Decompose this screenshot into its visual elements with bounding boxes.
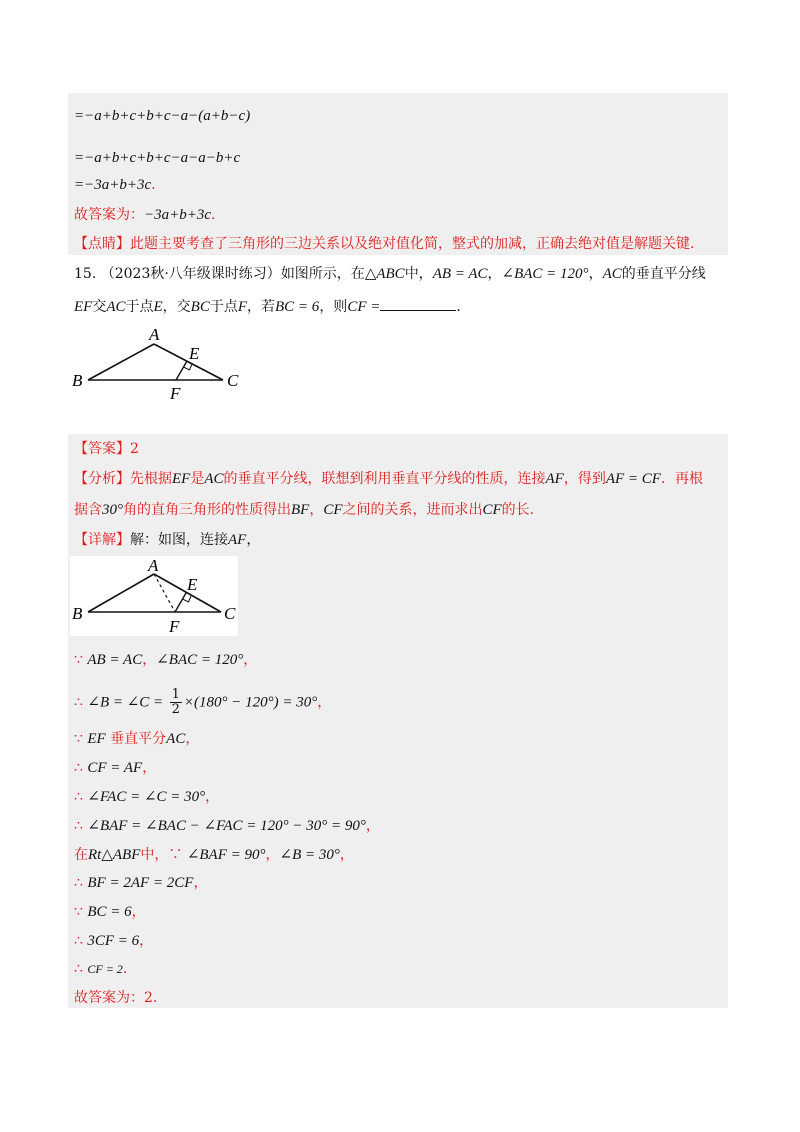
step-9 [74,902,146,922]
analysis-text: 之间的关系，进而求出 [342,502,483,518]
problem-line-1 [74,264,706,284]
step-text: 在 [74,847,88,863]
step-7 [74,845,354,865]
point-f: F [237,299,248,315]
condition-bc: BC = 6 [275,299,320,315]
analysis-text: ， [309,502,324,518]
final-answer-prefix: 故答案为： [74,990,144,1006]
answer-line [74,439,139,459]
separator: ， [487,266,502,282]
segment-ac: AC [602,266,622,282]
prev-step-2: =−a+b+c+b+c−a−a−b+c [74,150,241,166]
analysis-text: 的长. [501,502,535,518]
analysis-line-1 [74,469,703,489]
step-expr: AB = AC [87,652,143,668]
step-expr: ∠BAC = 120° [156,652,244,668]
problem-text: ，则 [319,299,348,315]
step-expr: EF [87,731,106,747]
comment-tag: 【点睛】 [74,236,130,252]
segment-cf: CF [482,502,502,518]
separator: ， [317,694,332,711]
solution-figure [70,556,238,636]
separator: ， [139,933,154,949]
step-8 [74,873,207,893]
final-answer-value: 2. [144,990,158,1006]
step-expr: BF = 2AF = 2CF [87,875,194,891]
angle-30: 30° [102,502,123,518]
because-symbol: ∵ [74,652,83,668]
label-e: E [189,344,200,363]
step-expr: CF = 2 [87,962,123,976]
perpendicular-ef [175,593,186,612]
answer-blank[interactable] [380,296,456,311]
prev-step-1: =−a+b+c+b+c−a−(a+b−c) [74,108,251,124]
step-10 [74,931,153,951]
step-expr: ∠BAF = 90° [186,847,266,863]
segment-bc: BC [190,299,210,315]
step-expr: ∠FAC = ∠C = 30° [87,789,206,805]
fraction-denominator: 2 [171,702,180,717]
prev-step-3 [74,175,156,195]
detail-line [74,530,260,550]
fraction-numerator: 1 [171,687,180,702]
prev-comment [74,234,694,254]
prev-answer [74,205,215,225]
therefore-symbol: ∴ [74,760,83,776]
step-expr: AC [166,731,186,747]
step-expr: Rt△ABF [88,847,141,863]
fraction-half [170,688,182,717]
segment-cf: CF [323,502,343,518]
problem-end: . [456,299,461,315]
step-expr: ×(180° − 120°) = 30° [183,694,318,711]
because-symbol: ∵ [74,904,83,920]
prev-answer-prefix: 故答案为： [74,207,144,223]
separator: ， [142,652,157,668]
comment-text: 此题主要考查了三角形的三边关系以及绝对值化简，整式的加减，正确去绝对值是解题关键. [130,236,695,252]
problem-text: 如图所示，在 [280,266,365,282]
segment-ac: AC [106,299,126,315]
therefore-symbol: ∴ [74,933,83,949]
label-a: A [149,325,160,344]
separator: ， [131,904,146,920]
separator: . [122,961,128,977]
step-3 [74,729,199,749]
prev-step-3-end: . [151,177,156,193]
prev-step-3-expr: =−3a+b+3c [74,177,152,193]
analysis-text: 先根据 [130,471,172,487]
analysis-line-2 [74,500,534,520]
problem-source: （2023秋·八年级课时练习） [100,266,281,282]
analysis-tag: 【分析】 [74,471,130,487]
problem-figure [70,322,250,404]
point-e: E [153,299,163,315]
step-expr: BC = 6 [87,904,132,920]
separator: ， [142,760,157,776]
separator: ， [243,652,258,668]
condition-angle-bac: ∠BAC = 120° [501,266,589,282]
analysis-text: 是 [190,471,205,487]
question-cf: CF = [347,299,381,315]
label-c: C [227,371,239,390]
problem-number: 15. [74,266,97,282]
analysis-text: 据含 [74,502,102,518]
relation-af-cf: AF = CF [605,471,661,487]
separator: ， [205,789,220,805]
detail-text: ， [246,532,261,548]
separator: ， [185,731,200,747]
answer-tag: 【答案】 [74,441,130,457]
problem-line-2 [74,296,461,317]
answer-value: 2 [130,441,139,457]
segment-ef: EF [74,299,93,315]
step-2 [74,688,331,717]
label-c: C [224,604,236,623]
prev-answer-end: . [211,207,216,223]
separator: ， [365,818,380,834]
label-e: E [187,575,198,594]
separator: ， [193,875,208,891]
detail-text: 解：如图，连接 [130,532,228,548]
step-4 [74,758,156,778]
analysis-text: 角的直角三角形的性质得出 [123,502,291,518]
therefore-symbol: ∴ [74,818,83,834]
problem-text: 的垂直平分线 [621,266,706,282]
step-text: 垂直平分 [110,731,167,747]
final-answer [74,988,157,1008]
separator: ， [588,266,603,282]
analysis-text: ．再根 [660,471,703,487]
problem-text: 于点 [209,299,238,315]
step-expr: ∠B = 30° [279,847,340,863]
separator: ， [339,847,354,863]
therefore-symbol: ∴ [74,789,83,805]
step-6 [74,816,380,836]
step-expr: ∠B = ∠C = [87,694,164,711]
problem-text: ，若 [247,299,276,315]
because-symbol: ∵ [168,847,183,863]
solution-block [68,434,728,1008]
step-expr: 3CF = 6 [87,933,140,949]
prev-answer-value: −3a+b+3c [144,207,212,223]
therefore-symbol: ∴ [74,694,83,711]
step-1 [74,650,257,670]
because-symbol: ∵ [74,731,83,747]
triangle-abc: △ABC [364,266,405,282]
segment-ef: EF [172,471,191,487]
perpendicular-ef [176,361,187,380]
step-11 [74,959,127,979]
step-text: 中， [140,847,169,863]
label-b: B [72,371,83,390]
step-expr: CF = AF [87,760,143,776]
analysis-text: ，得到 [563,471,606,487]
separator: ， [265,847,280,863]
problem-text: 中， [404,266,433,282]
step-5 [74,787,219,807]
label-f: F [169,617,180,636]
segment-af: AF [228,532,247,548]
analysis-text: 的垂直平分线，联想到利用垂直平分线的性质，连接 [223,471,546,487]
segment-af: AF [545,471,564,487]
detail-tag: 【详解】 [74,532,130,548]
problem-text: ，交 [162,299,191,315]
therefore-symbol: ∴ [74,875,83,891]
label-a: A [148,556,159,575]
step-expr: ∠BAF = ∠BAC − ∠FAC = 120° − 30° = 90° [87,818,366,834]
segment-ac: AC [204,471,224,487]
label-f: F [170,384,181,403]
problem-text: 交 [92,299,107,315]
side-ab [88,344,154,380]
label-b: B [72,604,83,623]
problem-text: 于点 [125,299,154,315]
therefore-symbol: ∴ [74,961,83,977]
condition-ab-ac: AB = AC [432,266,488,282]
side-ab [88,574,154,612]
segment-bf: BF [291,502,310,518]
